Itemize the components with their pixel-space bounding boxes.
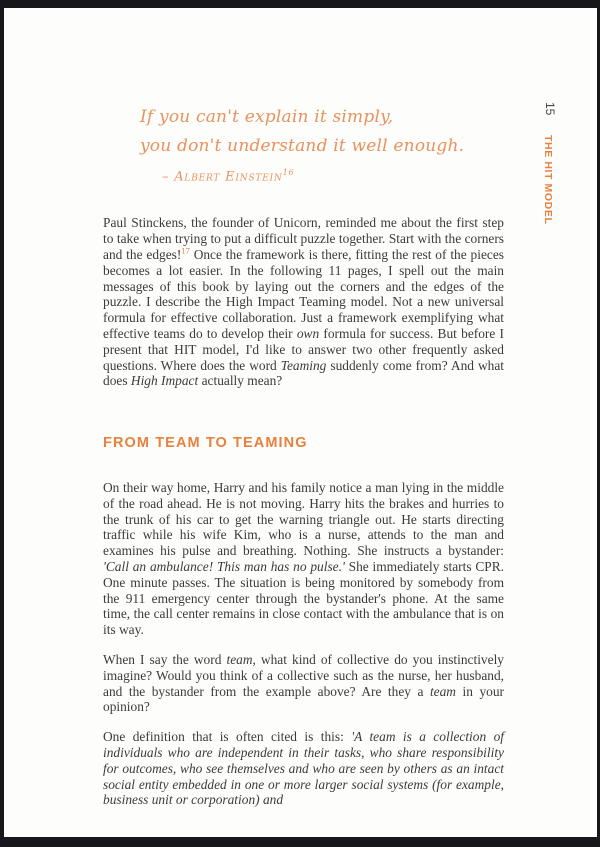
- chapter-quote: [140, 103, 597, 184]
- text-segment: One definition that is often cited is this:: [103, 729, 352, 745]
- quote-attribution: [162, 168, 597, 184]
- text-segment: On their way home, Harry and his family notice a man lying in the middle of the road ahead. He is not moving. Harry hits the brakes and hurries to the trunk of his car to get the warning triangle out. He starts directing traffic while his wife Kim, who is a nurse, attends to the man and examines his pulse and breathing. Nothing. She instructs a bystander:: [103, 480, 504, 559]
- text-segment: suddenly come from? And what does: [103, 357, 504, 389]
- body-paragraph: [103, 480, 504, 638]
- quote-footnote-ref: 16: [282, 168, 295, 177]
- text-segment: Paul Stinckens, the founder of Unicorn, reminded me about the first step to take when trying to put a difficult puzzle together. Start with the corners and the edges!: [103, 215, 504, 262]
- text-segment: formula for success. But before I present that HIT model, I'd like to answer two other frequently asked questions. Where does the word: [103, 325, 504, 373]
- text-segment: Once the framework is there, fitting the rest of the pieces becomes a lot easier. In the following 11 pages, I spell out the main messages of this book by laying out the corners and the edges of the puzzle. I describe the High Impact Teaming model. Not a new universal formula for effective collaboration. Just a framework exemplifying what effective teams do to develop their: [103, 246, 504, 341]
- italic-text: own: [296, 325, 320, 341]
- quote-attribution-name: – Albert Einstein: [162, 169, 283, 185]
- italic-text: team: [429, 683, 456, 699]
- section-paragraphs: [103, 480, 504, 808]
- text-segment: She immediately starts CPR. One minute passes. The situation is being monitored by somebody from the 911 emergency center through the bystander's phone. At the same time, the call center remains in close contact with the ambulance that is on its way.: [103, 559, 504, 638]
- body-paragraph: [103, 652, 504, 715]
- body-paragraph: [103, 729, 504, 808]
- footnote-ref: 17: [181, 245, 190, 256]
- quote-line-1: If you can't explain it simply,: [140, 107, 394, 127]
- body-text: [103, 215, 504, 808]
- body-paragraph: [103, 215, 504, 389]
- italic-text: 'A team is a collection of individuals who are independent in their tasks, who share responsibility for outcomes, who see themselves and who are seen by others as an intact social entity embedded in one or more larger social systems (for example, business unit or corporation) and: [103, 729, 504, 808]
- intro-paragraphs: [103, 215, 504, 389]
- italic-text: team: [226, 652, 253, 668]
- text-segment: actually mean?: [198, 373, 283, 389]
- section-heading: FROM TEAM TO TEAMING: [103, 435, 308, 452]
- quote-line-2: you don't understand it well enough.: [140, 136, 465, 156]
- italic-text: High Impact: [130, 373, 199, 389]
- chapter-side-label: THE HIT MODEL: [542, 135, 554, 225]
- italic-text: Teaming: [280, 357, 327, 373]
- text-segment: , what kind of collective do you instinctively imagine? Would you think of a collective such as the nurse, her husband, and the bystander from the example above? Are they a: [103, 652, 504, 699]
- text-segment: in your opinion?: [103, 683, 504, 715]
- text-segment: When I say the word: [103, 652, 227, 668]
- page-number: 15: [543, 102, 557, 116]
- book-page: [4, 8, 597, 837]
- italic-text: 'Call an ambulance! This man has no pulse.': [103, 559, 345, 575]
